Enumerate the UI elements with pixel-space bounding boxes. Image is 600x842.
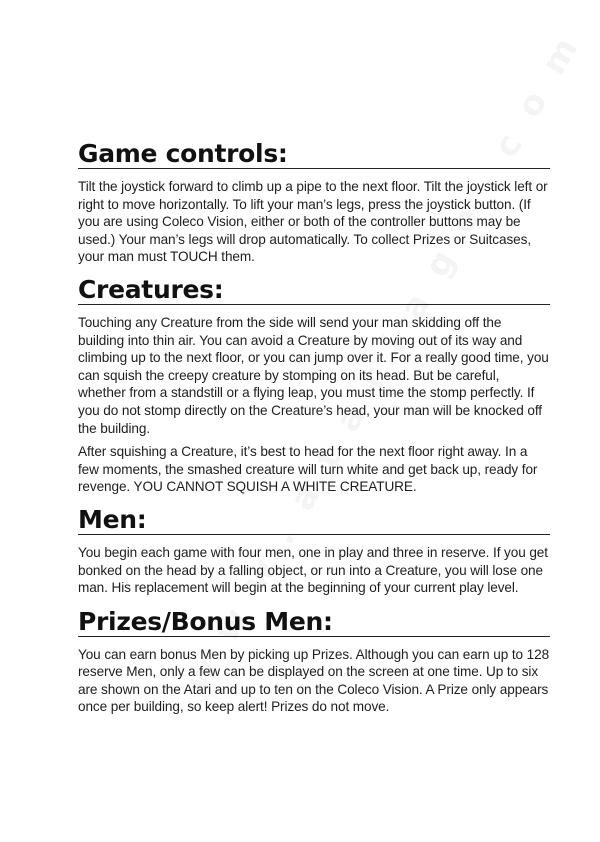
heading-rule	[78, 636, 550, 637]
section-paragraph: After squishing a Creature, it’s best to head for the next floor right away. In a few moments, the smashed creature will turn white and get back up, ready for revenge. YOU CANNOT SQUISH A WHITE CREATURE.	[78, 444, 538, 495]
section-heading: Prizes/Bonus Men:	[78, 606, 333, 636]
section-paragraph: Tilt the joystick forward to climb up a pipe to the next floor. Tilt the joystick left or right to move horizontally. To lift your man’s legs, press the joystick button. (If you are using Coleco Vision, either or both of the controller buttons may be used.) Your man’s legs will drop automatically. To collect Prizes or Suitcases, your man must TOUCH them.	[78, 179, 548, 265]
section-heading: Game controls:	[78, 139, 288, 168]
section-paragraph: Touching any Creature from the side will send your man skidding off the building into thin air. You can avoid a Creature by moving out of its way and climbing up to the next floor, or you can jump over it. For a really good time, you can squish the creepy creature by stomping on its head. But be careful, whether from a standstill or a flying leap, you must time the stomp perfectly. If you do not stomp directly on the Creature’s head, your man will be knocked off the building.	[78, 314, 549, 436]
heading-rule	[78, 304, 550, 305]
manual-page	[78, 140, 550, 722]
section-creatures	[78, 276, 550, 496]
heading-rule	[78, 168, 550, 169]
section-game-controls	[78, 140, 550, 266]
section-heading: Creatures:	[78, 274, 224, 304]
heading-rule	[78, 534, 550, 535]
section-paragraph: You begin each game with four men, one in play and three in reserve. If you get bonked on the head by a falling object, or run into a Creature, you will lose one man. His replacement will begin at the beginning of your current play level.	[78, 544, 548, 596]
section-heading: Men:	[78, 504, 147, 534]
section-paragraph: You can earn bonus Men by picking up Prizes. Although you can earn up to 128 reserve Men, only a few can be displayed on the screen at one time. Up to six are shown on the Atari and up to ten on the Coleco Vision. A Prize only appears once per building, so keep alert! Prizes do not move.	[78, 646, 550, 715]
section-prizes-bonus-men	[78, 608, 550, 716]
section-men	[78, 506, 550, 597]
